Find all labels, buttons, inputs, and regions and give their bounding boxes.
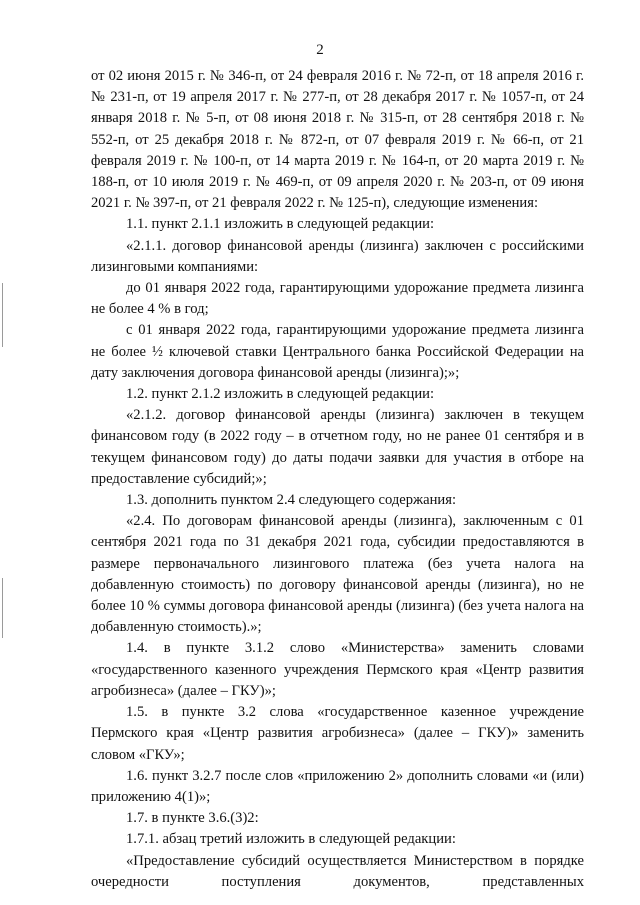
paragraph: 1.5. в пункте 3.2 слова «государственное казенное учреждение Пермского края «Центр развития агробизнеса» (далее – ГКУ)» заменить словом «ГКУ»; [91,704,584,763]
paragraph: с 01 января 2022 года, гарантирующими удорожание предмета лизинга не более ½ ключевой ставки Центрального банка Российской Федерации на дату заключения договора финансовой аренды (лизинга);»; [91,322,584,381]
paragraph: «2.1.1. договор финансовой аренды (лизинга) заключен с российскими лизинговыми компаниями: [91,237,584,275]
paragraph: до 01 января 2022 года, гарантирующими удорожание предмета лизинга не более 4 % в год; [91,280,584,318]
margin-line [2,283,3,347]
paragraph: «2.1.2. договор финансовой аренды (лизинга) заключен в текущем финансовом году (в 2022 году – в отчетном году, но не ранее 01 сентября и в текущем финансовом году) до даты подачи заявки для участия в отборе на предоставление субсидий;»; [91,407,584,487]
document-body [91,66,584,893]
paragraph: от 02 июня 2015 г. № 346-п, от 24 февраля 2016 г. № 72-п, от 18 апреля 2016 г. № 231-п, от 19 апреля 2017 г. № 277-п, от 28 декабря 2017 г. № 1057-п, от 24 января 2018 г. № 5-п, от 08 июня 2018 г. № 315-п, от 28 сентября 2018 г. № 552-п, от 25 декабря 2018 г. № 872-п, от 07 февраля 2019 г. № 66-п, от 21 февраля 2019 г. № 100-п, от 14 марта 2019 г. № 164-п, от 20 марта 2019 г. № 188-п, от 10 июля 2019 г. № 469-п, от 09 апреля 2020 г. № 203-п, от 09 июня 2021 г. № 397-п, от 21 февраля 2022 г. № 125-п), следующие изменения: [91,68,584,212]
paragraph: 1.7. в пункте 3.6.(3)2: [126,810,259,827]
paragraph: 1.6. пункт 3.2.7 после слов «приложению 2» дополнить словами «и (или) приложению 4(1)»; [91,767,584,805]
paragraph: 1.2. пункт 2.1.2 изложить в следующей редакции: [126,386,435,403]
paragraph: 1.7.1. абзац третий изложить в следующей редакции: [126,831,456,848]
paragraph: «2.4. По договорам финансовой аренды (лизинга), заключенным с 01 сентября 2021 года по 31 декабря 2021 года, субсидии предоставляются в размере первоначального лизингового платежа (без учета налога на добавленную стоимость) по договору финансовой аренды (лизинга), но не более 10 % суммы договора финансовой аренды (лизинга) (без учета налога на добавленную стоимость).»; [91,513,584,636]
page-number: 2 [316,42,324,58]
margin-line [2,578,3,638]
paragraph: 1.1. пункт 2.1.1 изложить в следующей редакции: [126,216,435,233]
paragraph: «Предоставление субсидий осуществляется Министерством в порядке очередности поступления документов, представленных [91,852,584,890]
paragraph: 1.3. дополнить пунктом 2.4 следующего содержания: [126,492,457,509]
paragraph: 1.4. в пункте 3.1.2 слово «Министерства» заменить словами «государственного казенного учреждения Пермского края «Центр развития агробизнеса» (далее – ГКУ)»; [91,640,584,699]
